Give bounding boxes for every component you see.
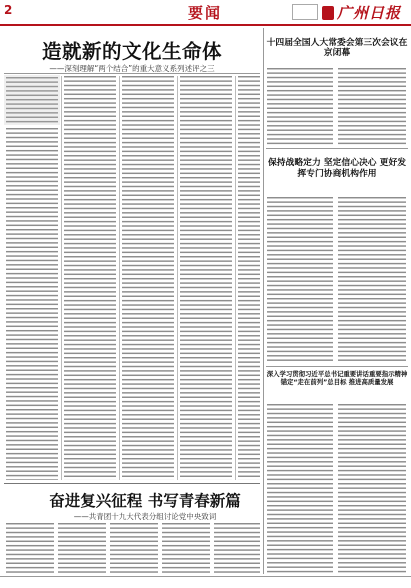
main-body-col-2	[64, 76, 116, 480]
intro-text	[6, 77, 58, 123]
main-body-col-4	[180, 76, 232, 480]
right-mid-body-col-2	[338, 197, 406, 363]
right-low-body-col-2	[338, 404, 406, 574]
right-mid-body-col-1	[267, 197, 333, 363]
main-subhead: ——深刻理解“两个结合”的重大意义系列述评之三	[49, 64, 215, 73]
second-subhead: ——共青团十九大代表分组讨论党中央致词	[73, 512, 217, 521]
second-article-rule	[4, 483, 260, 484]
second-headline: 奋进复兴征程 书写青春新篇	[49, 491, 241, 510]
main-body-col-3	[122, 76, 174, 480]
headline-rule	[4, 73, 260, 74]
col-divider	[119, 76, 120, 480]
second-body-col-5	[214, 523, 260, 573]
right-top-body-col-2	[338, 68, 406, 146]
col-divider	[177, 76, 178, 480]
right-low-body-col-1	[267, 404, 333, 574]
right-low-headline: 深入学习贯彻习近平总书记重要讲话重要指示精神 锚定“走在前列”总目标 推进高质量发展	[266, 370, 408, 386]
newspaper-logo	[322, 2, 404, 22]
col-divider	[61, 76, 62, 480]
right-mid-headline: 保持战略定力 坚定信心决心 更好发挥专门协商机构作用	[267, 158, 407, 179]
newspaper-logo-mark-icon	[322, 6, 334, 20]
masthead-info	[24, 4, 82, 21]
right-top-rule	[266, 148, 408, 149]
footer-text	[60, 578, 405, 586]
second-body-col-4	[162, 523, 210, 573]
second-body-col-1	[6, 523, 54, 573]
right-top-body-col-1	[267, 68, 333, 146]
second-body-col-2	[58, 523, 106, 573]
main-body-col-5	[238, 76, 260, 480]
right-top-headline: 十四届全国人大常委会第三次会议在京闭幕	[266, 38, 408, 58]
right-column-divider	[263, 28, 264, 574]
second-body-col-3	[110, 523, 158, 573]
section-title: 要闻	[187, 4, 222, 22]
right-mid-rule	[266, 366, 408, 367]
date-box	[292, 4, 318, 20]
main-headline: 造就新的文化生命体	[41, 40, 222, 63]
col-divider	[235, 76, 236, 480]
page-number: 2	[4, 3, 13, 17]
logo-text: 广州日报	[337, 4, 402, 22]
main-body-col-1	[6, 128, 58, 480]
masthead-rule	[0, 24, 411, 26]
